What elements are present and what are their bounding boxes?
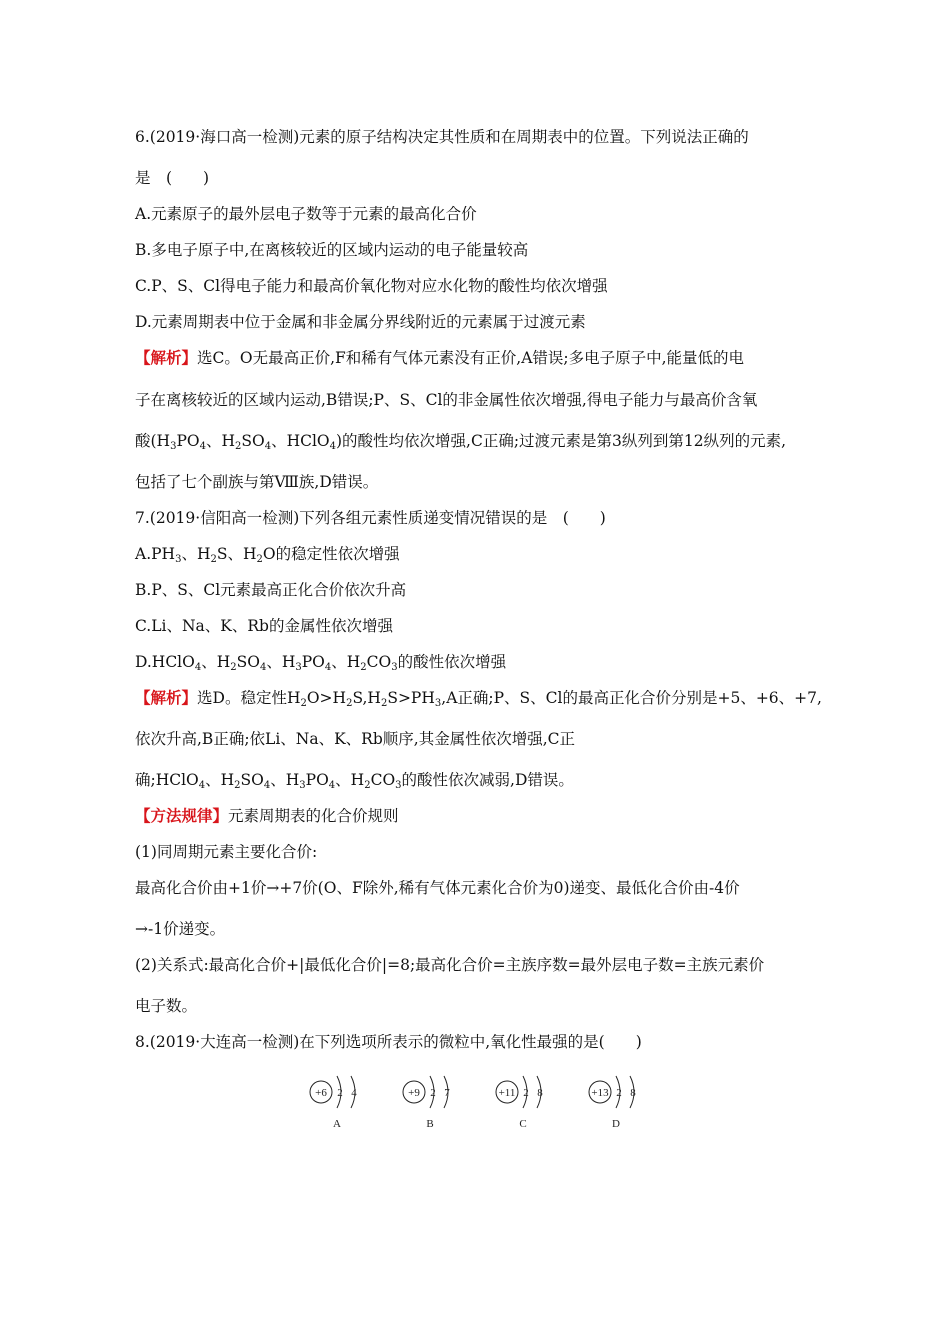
q7-analysis-line1: 【解析】选D。稳定性$H_2O>H_2S,H_2S>PH_3,A$正确;P、S、Cl的最高正化合价分别是+5、+6、+7, [135, 688, 822, 709]
q6-stem-line2: 是 ( ) [135, 169, 210, 187]
q6-option-a: A.元素原子的最外层电子数等于元素的最高化合价 [135, 205, 477, 223]
atom-diagram-a [310, 1076, 357, 1130]
atom-diagrams-svg [300, 1068, 660, 1138]
electron-count: 2 [430, 1087, 436, 1099]
nucleus-charge: +11 [498, 1087, 516, 1099]
q7-option-c: C.Li、Na、K、Rb的金属性依次增强 [135, 617, 393, 635]
method-title: 元素周期表的化合价规则 [228, 807, 399, 825]
option-label: D [612, 1118, 620, 1130]
method-p3: →-1价递变。 [135, 920, 226, 938]
method-p5: 电子数。 [135, 997, 198, 1015]
nucleus-charge: +9 [408, 1087, 420, 1099]
q6-option-b: B.多电子原子中,在离核较近的区域内运动的电子能量较高 [135, 241, 529, 259]
method-p2: 最高化合价由+1价→+7价(O、F除外,稀有气体元素化合价为0)递变、最低化合价由-4价 [135, 879, 740, 897]
q7-analysis-line2: 依次升高,B正确;依Li、Na、K、Rb顺序,其金属性依次增强,C正 [135, 730, 575, 748]
nucleus-charge: +13 [591, 1087, 609, 1099]
method-label: 【方法规律】 [135, 806, 229, 825]
electron-count: 4 [351, 1087, 357, 1099]
q7-stem: 7.(2019·信阳高一检测)下列各组元素性质递变情况错误的是 ( ) [135, 509, 606, 527]
q6-analysis-line2: 子在离核较近的区域内运动,B错误;P、S、Cl的非金属性依次增强,得电子能力与最高价含氧 [135, 391, 758, 409]
q7-option-b: B.P、S、Cl元素最高正化合价依次升高 [135, 581, 407, 599]
q6-stem-line1: 6.(2019·海口高一检测)元素的原子结构决定其性质和在周期表中的位置。下列说法正确的 [135, 128, 749, 146]
electron-count: 8 [537, 1087, 543, 1099]
electron-count: 2 [523, 1087, 529, 1099]
nucleus-charge: +6 [315, 1087, 327, 1099]
method-p4: (2)关系式:最高化合价+|最低化合价|=8;最高化合价=主族序数=最外层电子数=主族元素价 [135, 956, 765, 974]
analysis-label: 【解析】 [135, 348, 198, 367]
q8-stem: 8.(2019·大连高一检测)在下列选项所表示的微粒中,氧化性最强的是( ) [135, 1033, 642, 1051]
electron-count: 8 [630, 1087, 636, 1099]
q6-option-d: D.元素周期表中位于金属和非金属分界线附近的元素属于过渡元素 [135, 313, 586, 331]
atom-diagram-c [496, 1076, 543, 1130]
q6-analysis-line4: 包括了七个副族与第Ⅷ族,D错误。 [135, 473, 379, 491]
q6-analysis-line3: 酸($H_3PO_4$、$H_2SO_4$、HClO$_4$)的酸性均依次增强,C正确;过渡元素是第3纵列到第12纵列的元素, [135, 432, 787, 452]
analysis-label: 【解析】 [135, 688, 198, 707]
option-label: A [333, 1118, 341, 1130]
atom-diagram-b [403, 1076, 450, 1130]
option-label: B [426, 1118, 434, 1130]
method-p1: (1)同周期元素主要化合价: [135, 843, 318, 861]
q7-analysis-line3: 确;HClO$_4$、$H_2SO_4$、$H_3PO_4$、$H_2CO_3$的酸性依次减弱,D错误。 [135, 771, 574, 791]
electron-count: 2 [616, 1087, 622, 1099]
q6-option-c: C.P、S、Cl得电子能力和最高价氧化物对应水化物的酸性均依次增强 [135, 277, 608, 295]
q7-option-d: D.HClO$_4$、$H_2SO_4$、$H_3PO_4$、$H_2CO_3$的酸性依次增强 [135, 653, 507, 673]
electron-count: 7 [444, 1087, 450, 1099]
atom-structure-diagrams [300, 1068, 660, 1138]
atom-diagram-d [589, 1076, 636, 1130]
option-label: C [519, 1118, 527, 1130]
electron-count: 2 [337, 1087, 343, 1099]
q7-option-a: $A.PH_3$、$H_2S$、$H_2O$的稳定性依次增强 [135, 545, 400, 565]
method-title-line [135, 806, 399, 826]
q6-analysis-line1: 【解析】选C。O无最高正价,F和稀有气体元素没有正价,A错误;多电子原子中,能量低的电 [135, 348, 745, 367]
